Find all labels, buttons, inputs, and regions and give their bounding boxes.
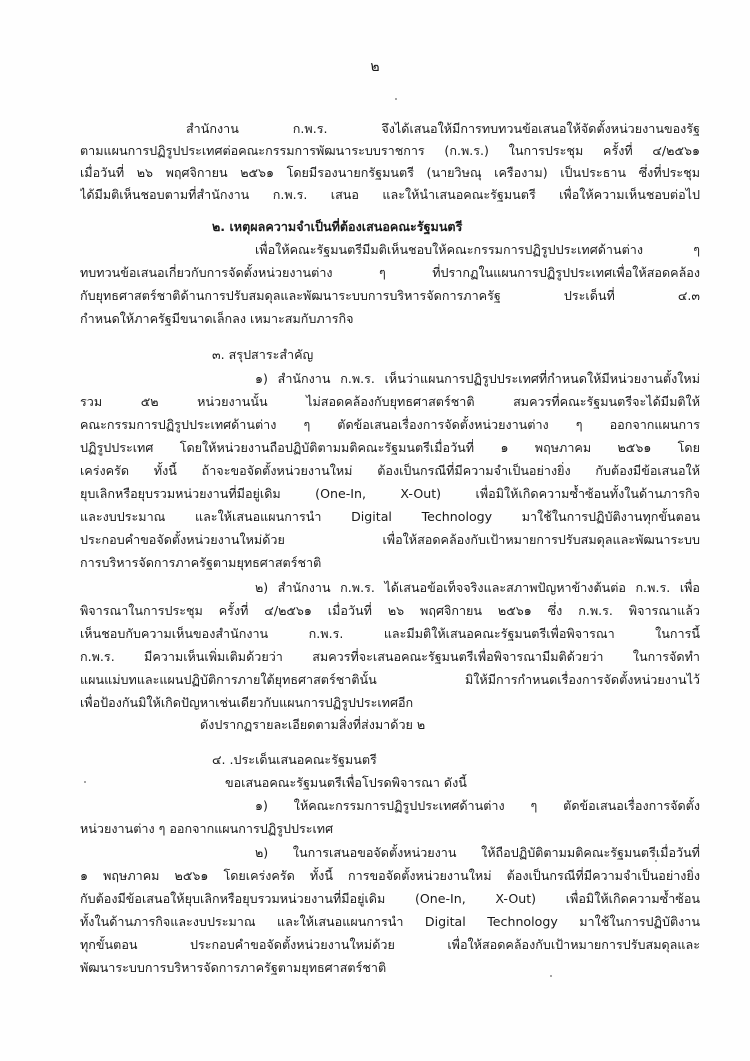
section-4-item-2-line: กับต้องมีข้อเสนอให้ยุบเลิกหรือยุบรวมหน่วยงานที่มีอยู่เดิม (One-In, X-Out) เพื่อมิให้เกิดความซ้ำซ้อน [80, 891, 700, 906]
section-2-line: กับยุทธศาสตร์ชาติด้านการปรับสมดุลและพัฒนาระบบการบริหารจัดการภาครัฐ ประเด็นที่ ๔.๓ [80, 288, 700, 303]
section-4-item-2-line: ทั้งในด้านภารกิจและงบประมาณ และให้เสนอแผนการนำ Digital Technology มาใช้ในการปฏิบัติงาน [80, 914, 700, 929]
page-number: ๒ [370, 59, 380, 75]
section-4-item-1-line: ๑) ให้คณะกรรมการปฏิรูปประเทศด้านต่าง ๆ ตัดข้อเสนอเรื่องการจัดตั้ง [255, 798, 700, 813]
section-3-item-1-line: ประกอบคำขอจัดตั้งหน่วยงานใหม่ด้วย เพื่อให้สอดคล้องกับเป้าหมายการปรับสมดุลและพัฒนาระบบ [80, 532, 700, 547]
section-3-item-2-line: แผนแม่บทและแผนปฏิบัติการภายใต้ยุทธศาสตร์ชาตินั้น มิให้มีการกำหนดเรื่องการจัดตั้งหน่วยงานไว้ [80, 672, 700, 687]
section-3-item-1-line: การบริหารจัดการภาครัฐตามยุทธศาสตร์ชาติ [80, 555, 322, 570]
intro-line: ตามแผนการปฏิรูปประเทศต่อคณะกรรมการพัฒนาระบบราชการ (ก.พ.ร.) ในการประชุม ครั้งที่ ๔/๒๕๖๑ [80, 143, 700, 158]
section-3-item-1-line: รวม ๕๒ หน่วยงานนั้น ไม่สอดคล้องกับยุทธศาสตร์ชาติ สมควรที่คณะรัฐมนตรีจะได้มีมติให้ [80, 394, 700, 409]
section-2-line: เพื่อให้คณะรัฐมนตรีมีมติเห็นชอบให้คณะกรรมการปฏิรูปประเทศด้านต่าง ๆ [255, 242, 700, 257]
section-3-item-1-line: ยุบเลิกหรือยุบรวมหน่วยงานที่มีอยู่เดิม (One-In, X-Out) เพื่อมิให้เกิดความซ้ำซ้อนทั้งในด้านภารกิจ [80, 486, 700, 501]
section-3-item-2-line: เห็นชอบกับความเห็นของสำนักงาน ก.พ.ร. และมีมติให้เสนอคณะรัฐมนตรีเพื่อพิจารณา ในการนี้ [80, 626, 700, 641]
section-4-item-1-line: หน่วยงานต่าง ๆ ออกจากแผนการปฏิรูปประเทศ [80, 821, 334, 836]
section-3-item-2-line: เพื่อป้องกันมิให้เกิดปัญหาเช่นเดียวกับแผนการปฏิรูปประเทศอีก [80, 695, 414, 710]
scan-speck [655, 860, 657, 862]
section-3-heading: ๓. สรุปสาระสำคัญ [212, 347, 314, 362]
scan-speck [550, 975, 552, 977]
scan-speck [395, 98, 397, 100]
intro-line: สำนักงาน ก.พ.ร. จึงได้เสนอให้มีการทบทวนข้อเสนอให้จัดตั้งหน่วยงานของรัฐ [186, 121, 700, 136]
section-3-item-1-line: ปฏิรูปประเทศ โดยให้หน่วยงานถือปฏิบัติตามมติคณะรัฐมนตรีเมื่อวันที่ ๑ พฤษภาคม ๒๕๖๑ โดย [80, 440, 700, 455]
attachment-note: ดังปรากฏรายละเอียดตามสิ่งที่ส่งมาด้วย ๒ [200, 717, 426, 732]
intro-line: ได้มีมติเห็นชอบตามที่สำนักงาน ก.พ.ร. เสนอ และให้นำเสนอคณะรัฐมนตรี เพื่อให้ความเห็นชอบต่อไป [80, 187, 700, 202]
section-4-item-2-line: ๒) ในการเสนอขอจัดตั้งหน่วยงาน ให้ถือปฏิบัติตามมติคณะรัฐมนตรีเมื่อวันที่ [255, 845, 700, 860]
section-2-line: ทบทวนข้อเสนอเกี่ยวกับการจัดตั้งหน่วยงานต่าง ๆ ที่ปรากฏในแผนการปฏิรูปประเทศเพื่อให้สอดคล้อง [80, 265, 700, 280]
section-4-heading: ๔. .ประเด็นเสนอคณะรัฐมนตรี [212, 752, 377, 767]
section-4-item-2-line: พัฒนาระบบการบริหารจัดการภาครัฐตามยุทธศาสตร์ชาติ [80, 960, 387, 975]
section-3-item-2-line: ๒) สำนักงาน ก.พ.ร. ได้เสนอข้อเท็จจริงและสภาพปัญหาข้างต้นต่อ ก.พ.ร. เพื่อ [255, 580, 700, 595]
section-3-item-1-line: และงบประมาณ และให้เสนอแผนการนำ Digital Technology มาใช้ในการปฏิบัติงานทุกขั้นตอน [80, 509, 700, 524]
section-3-item-1-line: คณะกรรมการปฏิรูปประเทศด้านต่าง ๆ ตัดข้อเสนอเรื่องการจัดตั้งหน่วยงานต่าง ๆ ออกจากแผนการ [80, 417, 700, 432]
scan-speck [84, 781, 86, 783]
section-4-intro: ขอเสนอคณะรัฐมนตรีเพื่อโปรดพิจารณา ดังนี้ [225, 775, 467, 790]
section-2-line: กำหนดให้ภาครัฐมีขนาดเล็กลง เหมาะสมกับภารกิจ [80, 311, 354, 326]
section-3-item-2-line: ก.พ.ร. มีความเห็นเพิ่มเติมด้วยว่า สมควรที่จะเสนอคณะรัฐมนตรีเพื่อพิจารณามีมติด้วยว่า ในการจัดทำ [80, 649, 700, 664]
section-3-item-1-line: ๑) สำนักงาน ก.พ.ร. เห็นว่าแผนการปฏิรูปประเทศที่กำหนดให้มีหน่วยงานตั้งใหม่ [255, 371, 700, 386]
section-4-item-2-line: ๑ พฤษภาคม ๒๕๖๑ โดยเคร่งครัด ทั้งนี้ การขอจัดตั้งหน่วยงานใหม่ ต้องเป็นกรณีที่มีความจำเป็นอย่างยิ่ง [80, 868, 700, 883]
intro-line: เมื่อวันที่ ๒๖ พฤศจิกายน ๒๕๖๑ โดยมีรองนายกรัฐมนตรี (นายวิษณุ เครืองาม) เป็นประธาน ซึ่งที่ประชุม [80, 165, 700, 180]
section-4-item-2-line: ทุกขั้นตอน ประกอบคำขอจัดตั้งหน่วยงานใหม่ด้วย เพื่อให้สอดคล้องกับเป้าหมายการปรับสมดุลและ [80, 937, 700, 952]
section-3-item-1-line: เคร่งครัด ทั้งนี้ ถ้าจะขอจัดตั้งหน่วยงานใหม่ ต้องเป็นกรณีที่มีความจำเป็นอย่างยิ่ง กับต้องมีข้อเสนอให้ [80, 463, 700, 478]
section-3-item-2-line: พิจารณาในการประชุม ครั้งที่ ๔/๒๕๖๑ เมื่อวันที่ ๒๖ พฤศจิกายน ๒๕๖๑ ซึ่ง ก.พ.ร. พิจารณาแล้ว [80, 603, 700, 618]
section-2-heading: ๒. เหตุผลความจำเป็นที่ต้องเสนอคณะรัฐมนตรี [212, 219, 463, 234]
